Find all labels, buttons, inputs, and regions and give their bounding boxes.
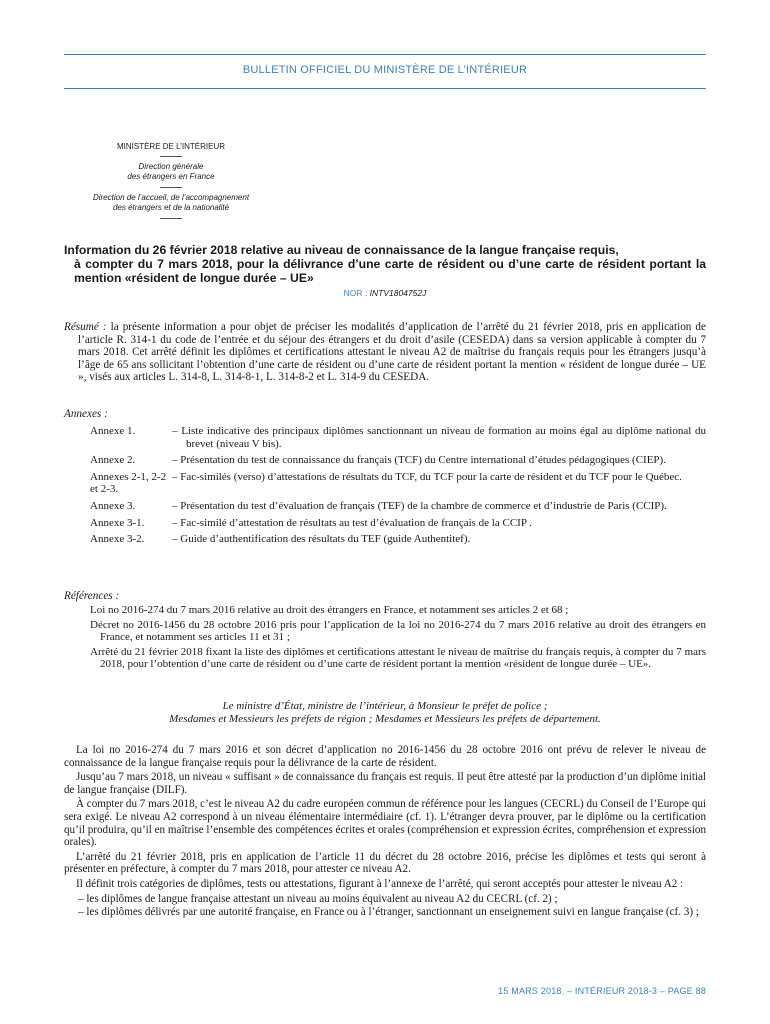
annex-row [90, 533, 706, 546]
page-footer: 15 MARS 2018. – INTÉRIEUR 2018-3 – PAGE 88 [498, 986, 706, 996]
body-text [64, 744, 706, 920]
separator [160, 187, 182, 188]
annex-row [90, 517, 706, 530]
body-paragraph: La loi no 2016-274 du 7 mars 2016 et son décret d’application no 2016-1456 du 28 octobre 2016 ont prévu de relever le niveau de connaissance de la langue française requis pour la délivrance de la carte de résident. [64, 744, 706, 769]
addressee-line-1: Le ministre d’État, ministre de l’intérieur, à Monsieur le préfet de police ; [222, 700, 548, 712]
separator [160, 218, 182, 219]
body-paragraph: Il définit trois catégories de diplômes, tests ou attestations, figurant à l’annexe de l’arrêté, qui seront acceptés pour attester le niveau A2 : [76, 877, 684, 890]
body-paragraph: Jusqu’au 7 mars 2018, un niveau « suffisant » de connaissance du français est requis. Il peut être attesté par la production d’un diplôme initial de langue française (DILF). [64, 771, 706, 796]
annex-number: Annexes 2-1, 2-2 et 2-3. [90, 470, 167, 496]
annex-row [90, 454, 706, 467]
reference-item: Arrêté du 21 février 2018 fixant la liste des diplômes et certifications attestant le niveau de maîtrise du français requis, à compter du 7 mars 2018, pour l’obtention d’une carte de résident ou d’une carte de résident portant la mention «résident de longue durée – UE». [90, 645, 706, 671]
direction-1-line-1: Direction générale [138, 162, 204, 171]
nor-value: INTV1804752J [369, 288, 427, 298]
header-rule-bottom [64, 88, 706, 89]
references-list [90, 604, 706, 673]
annex-number: Annexe 3. [90, 499, 136, 512]
document-title [64, 243, 706, 285]
annex-row [90, 425, 706, 450]
header-rule-top [64, 54, 706, 55]
addressee-line-2: Mesdames et Messieurs les préfets de région ; Mesdames et Messieurs les préfets de département. [169, 712, 601, 725]
direction-2-line-2: des étrangers et de la nationalité [112, 203, 230, 212]
annex-description: – Liste indicative des principaux diplômes sanctionnant un niveau de formation au moins égal au diplôme national du brevet (niveau V bis). [172, 425, 706, 450]
annex-description: – Fac-similé d’attestation de résultats au test d’évaluation de français de la CCIP . [172, 516, 533, 529]
resume-paragraph [64, 321, 706, 384]
bulletin-title: BULLETIN OFFICIEL DU MINISTÈRE DE L’INTÉRIEUR [242, 64, 528, 76]
body-list-item: – les diplômes de langue française attestant un niveau au moins équivalent au niveau A2 du CECRL (cf. 2) ; [78, 892, 558, 905]
annex-number: Annexe 3-2. [90, 533, 145, 546]
annex-number: Annexe 2. [90, 454, 136, 467]
resume-section [64, 321, 706, 384]
references-heading: Références : [64, 590, 120, 602]
annexes-list [90, 425, 706, 550]
annex-row [90, 471, 706, 496]
addressee-block [64, 700, 706, 726]
resume-text: la présente information a pour objet de préciser les modalités d’application de l’arrêté du 21 février 2018, pris en application de l’article R. 314-1 du code de l’entrée et du séjour des étrangers et du droit d’asile (CESEDA) dans sa version applicable à compter du 7 mars 2018. Cet arrêté définit les diplômes et certifications attestant le niveau A2 de maîtrise du français requis pour les étrangers jusqu’à l’âge de 65 ans sollicitant l’obtention d’une carte de résident ou d’une carte de résident portant la mention « résident de longue durée – UE », visés aux articles L. 314-8, L. 314-8-1, L. 314-8-2 et L. 314-9 du CESEDA. [78, 321, 706, 384]
annexes-heading: Annexes : [64, 408, 108, 420]
annex-description: – Fac-similés (verso) d’attestations de résultats du TCF, du TCF pour la carte de résident et du TCF pour le Québec. [172, 470, 682, 483]
annex-number: Annexe 1. [90, 425, 136, 437]
body-paragraph: À compter du 7 mars 2018, c’est le niveau A2 du cadre européen commun de référence pour les langues (CECRL) du Conseil de l’Europe qui sera exigé. Le niveau A2 correspond à un niveau élémentaire intermédiaire (cf. 1). L’étranger devra prouver, par le diplôme ou la certification qu’il produira, qu’il en maîtrise l’ensemble des compétences écrites et orales (compréhension et expression écrites, compréhension et expression orales). [64, 798, 706, 849]
resume-label: Résumé : [64, 321, 107, 333]
direction-generale [76, 162, 266, 182]
ministry-block [76, 142, 266, 224]
separator [160, 156, 182, 157]
annex-description: – Présentation du test d’évaluation de français (TEF) de la chambre de commerce et d’industrie de Paris (CCIP). [172, 499, 667, 512]
annex-row [90, 500, 706, 513]
direction-1-line-2: des étrangers en France [127, 172, 215, 181]
nor-label: NOR : [343, 288, 370, 298]
title-rest: à compter du 7 mars 2018, pour la délivrance d’une carte de résident ou d’une carte de résident portant la mention «résident de longue durée – UE» [74, 257, 706, 285]
body-list-item: – les diplômes délivrés par une autorité française, en France ou à l’étranger, sanctionnant un enseignement suivi en langue française (cf. 3) ; [78, 906, 699, 919]
reference-item: Loi no 2016-274 du 7 mars 2016 relative au droit des étrangers en France, et notamment ses articles 2 et 68 ; [90, 604, 569, 616]
title-line-1: Information du 26 février 2018 relative au niveau de connaissance de la langue française requis, [64, 243, 619, 257]
reference-item: Décret no 2016-1456 du 28 octobre 2016 pris pour l’application de la loi no 2016-274 du 7 mars 2016 relative au droit des étrangers en France, et notamment ses articles 11 et 31 ; [90, 618, 706, 644]
annex-number: Annexe 3-1. [90, 516, 145, 529]
annex-description: – Guide d’authentification des résultats du TEF (guide Authentitef). [172, 533, 471, 546]
direction-accueil [76, 193, 266, 213]
ministry-name: MINISTÈRE DE L’INTÉRIEUR [116, 142, 225, 151]
direction-2-line-1: Direction de l’accueil, de l’accompagnement [92, 193, 250, 202]
nor-reference [64, 288, 706, 298]
annex-description: – Présentation du test de connaissance du français (TCF) du Centre international d’études pédagogiques (CIEP). [172, 454, 666, 467]
body-paragraph: L’arrêté du 21 février 2018, pris en application de l’article 11 du décret du 28 octobre 2016, précise les diplômes et tests qui seront à présenter en préfecture, à compter du 7 mars 2018, pour attester ce niveau A2. [64, 850, 706, 876]
